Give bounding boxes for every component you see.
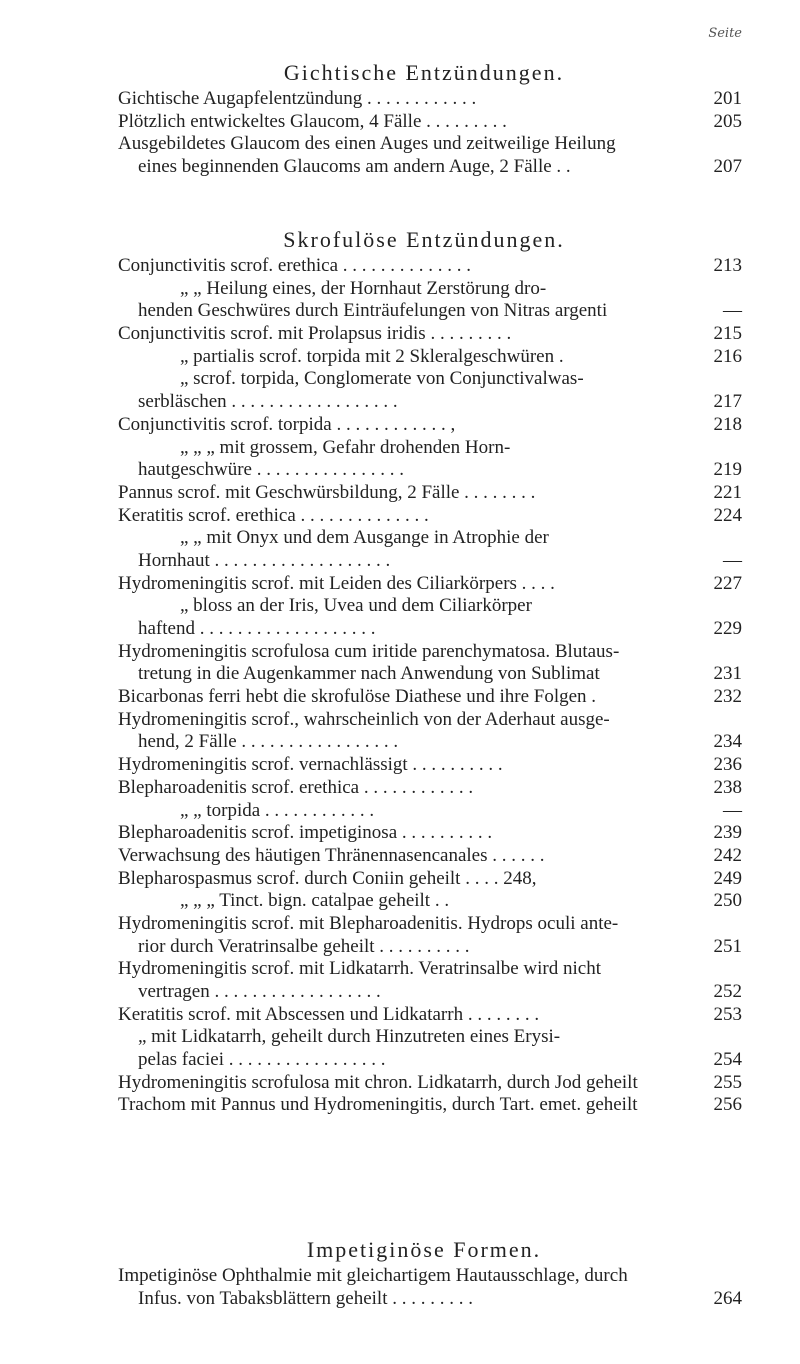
entry-text: Hydromeningitis scrofulosa cum iritide parenchymatosa. Blutaus-: [118, 640, 620, 662]
entry-text: Conjunctivitis scrof. mit Prolapsus iridis . . . . . . . . .: [118, 323, 512, 345]
toc-entry-line: [118, 618, 742, 641]
page-number: 255: [713, 1071, 742, 1093]
toc-entry: [118, 1003, 742, 1027]
toc-entry-line: [118, 504, 742, 528]
entry-text: „ bloss an der Iris, Uvea und dem Ciliarkörper: [180, 595, 532, 617]
entry-text: haftend . . . . . . . . . . . . . . . . . . .: [138, 618, 376, 639]
entry-text: hend, 2 Fälle . . . . . . . . . . . . . . . . .: [138, 731, 399, 753]
toc-entry-line: [118, 110, 742, 134]
toc-entry-line: [118, 572, 742, 596]
section-gichtische: [118, 58, 742, 179]
page-number: 256: [713, 1094, 742, 1116]
toc-entry-line: [118, 413, 742, 437]
entry-text: Conjunctivitis scrof. erethica . . . . . . . . . . . . . .: [118, 255, 472, 276]
entry-text: Blepharoadenitis scrof. erethica . . . . . . . . . . . .: [118, 776, 474, 798]
entry-text: rior durch Veratrinsalbe geheilt . . . . . . . . . .: [138, 935, 470, 957]
toc-entry-line: [118, 1094, 742, 1117]
page-number: 231: [713, 663, 742, 685]
page-number: 251: [713, 935, 742, 957]
entry-text: Pannus scrof. mit Geschwürsbildung, 2 Fälle . . . . . . . .: [118, 481, 536, 503]
entry-text: Infus. von Tabaksblättern geheilt . . . . . . . . .: [138, 1287, 473, 1309]
page-number: 219: [713, 459, 742, 481]
toc-entry-line: [118, 323, 742, 346]
toc-entry-line: [118, 1026, 730, 1049]
toc-entry-line: [118, 278, 730, 301]
toc-entry: [118, 481, 742, 505]
toc-entry-line: [118, 641, 730, 664]
page-number: 239: [713, 822, 742, 844]
toc-entry-line: [118, 822, 742, 845]
page-number: 264: [713, 1287, 742, 1309]
page-number: 215: [713, 323, 742, 345]
page-number: 234: [713, 731, 742, 753]
entry-text: Hydromeningitis scrof. vernachlässigt . . . . . . . . . .: [118, 754, 503, 776]
entry-text: Bicarbonas ferri hebt die skrofulöse Diathese und ihre Folgen .: [118, 686, 597, 708]
page-number: 249: [713, 867, 742, 889]
entry-text: Verwachsung des häutigen Thränennasencanales . . . . . .: [118, 844, 545, 866]
entry-text: Plötzlich entwickeltes Glaucom, 4 Fälle . . . . . . . . .: [118, 110, 507, 132]
toc-entry-line: [118, 391, 742, 414]
toc-entry: [118, 436, 742, 482]
toc-entry-line: [118, 1049, 742, 1072]
toc-entry: [118, 527, 742, 572]
toc-entry: [118, 345, 742, 369]
entry-text: „ „ „ mit grossem, Gefahr drohenden Horn-: [180, 436, 511, 458]
entry-text: Hydromeningitis scrofulosa mit chron. Lidkatarrh, durch Jod geheilt: [118, 1071, 638, 1093]
toc-entry-line: [118, 981, 742, 1004]
entry-text: Keratitis scrof. mit Abscessen und Lidkatarrh . . . . . . . .: [118, 1003, 540, 1025]
toc-entry-line: [118, 595, 730, 618]
toc-entry-line: [118, 459, 742, 482]
toc-entry: [118, 844, 742, 868]
toc-entry: [118, 133, 742, 178]
page-number: 224: [713, 504, 742, 526]
toc-entry: [118, 776, 742, 800]
entry-text: Hydromeningitis scrof. mit Leiden des Ciliarkörpers . . . .: [118, 572, 555, 594]
header-label: Seite: [708, 26, 742, 41]
toc-entry: [118, 504, 742, 528]
toc-entry-line: [118, 549, 742, 573]
toc-entry-line: [118, 867, 742, 891]
entry-text: eines beginnenden Glaucoms am andern Auge, 2 Fälle . .: [138, 156, 571, 178]
toc-entry-line: [118, 300, 742, 323]
page-number: 213: [713, 255, 742, 276]
page-number: 238: [713, 776, 742, 798]
toc-entry-line: [118, 709, 730, 732]
toc-entry: [118, 912, 742, 958]
toc-entry-line: [118, 731, 742, 754]
toc-entry: [118, 822, 742, 845]
entry-text: „ scrof. torpida, Conglomerate von Conjunctivalwas-: [180, 368, 584, 390]
page-number: 232: [713, 686, 742, 708]
entry-text: Gichtische Augapfelentzündung . . . . . . . . . . . .: [118, 88, 477, 109]
toc-entry-line: [118, 1287, 742, 1311]
toc-entry-line: [118, 527, 730, 550]
entry-text: Trachom mit Pannus und Hydromeningitis, durch Tart. emet. geheilt: [118, 1094, 638, 1116]
page-number: 242: [713, 844, 742, 866]
entry-text: Hydromeningitis scrof. mit Lidkatarrh. Veratrinsalbe wird nicht: [118, 958, 601, 980]
toc-entry-line: [118, 890, 742, 913]
toc-entry-line: [118, 958, 730, 981]
toc-entry: [118, 88, 742, 111]
toc-entry-line: [118, 133, 730, 156]
entry-text: „ mit Lidkatarrh, geheilt durch Hinzutreten eines Erysi-: [138, 1026, 561, 1048]
toc-entry: [118, 867, 742, 891]
toc-entry-line: [118, 663, 742, 686]
toc-entry-line: [118, 255, 742, 278]
entry-text: „ partialis scrof. torpida mit 2 Skleralgeschwüren .: [180, 345, 564, 367]
toc-entry: [118, 1026, 742, 1071]
toc-entry: [118, 958, 742, 1003]
entry-text: Blepharospasmus scrof. durch Coniin geheilt . . . . 248,: [118, 867, 537, 889]
toc-entry-line: [118, 88, 742, 111]
page-number: —: [723, 549, 742, 571]
toc-entry-line: [118, 844, 742, 868]
entry-text: serbläschen . . . . . . . . . . . . . . . . . .: [138, 391, 398, 413]
toc-entry-line: [118, 799, 742, 823]
entry-text: henden Geschwüres durch Einträufelungen von Nitras argenti: [138, 300, 608, 322]
page-number: 205: [713, 110, 742, 132]
section-impetiginoese: [118, 1235, 742, 1310]
entry-text: „ „ mit Onyx und dem Ausgange in Atrophie der: [180, 527, 549, 549]
entry-text: „ „ „ Tinct. bign. catalpae geheilt . .: [180, 890, 450, 912]
entry-text: Hornhaut . . . . . . . . . . . . . . . . . . .: [138, 549, 391, 571]
page-number: —: [723, 300, 742, 322]
section-title: Gichtische Entzündungen.: [283, 60, 565, 85]
toc-entry: [118, 1094, 742, 1117]
entry-text: Impetiginöse Ophthalmie mit gleichartigem Hautausschlage, durch: [118, 1265, 628, 1286]
toc-entry: [118, 1071, 742, 1095]
page-number: 217: [713, 391, 742, 413]
toc-entry: [118, 799, 742, 823]
toc-entry: [118, 640, 742, 686]
toc-entry-line: [118, 754, 742, 777]
entry-text: Ausgebildetes Glaucom des einen Auges und zeitweilige Heilung: [118, 133, 616, 155]
toc-entry-line: [118, 1265, 730, 1288]
entry-list: [118, 1265, 742, 1310]
entry-text: hautgeschwüre . . . . . . . . . . . . . . . .: [138, 459, 404, 481]
toc-entry-line: [118, 345, 742, 369]
toc-entry-line: [118, 481, 742, 505]
page-number: 254: [713, 1049, 742, 1071]
page-number: 250: [713, 890, 742, 912]
page-number: 216: [713, 345, 742, 367]
entry-text: Hydromeningitis scrof., wahrscheinlich von der Aderhaut ausge-: [118, 708, 610, 730]
toc-entry: [118, 413, 742, 437]
toc-entry-line: [118, 935, 742, 959]
toc-entry: [118, 890, 742, 913]
toc-entry-line: [118, 1003, 742, 1027]
toc-entry: [118, 1265, 742, 1310]
page-number: —: [723, 799, 742, 821]
toc-entry-line: [118, 368, 730, 391]
section-skrofuloese: [118, 225, 742, 1117]
page-number: 253: [713, 1003, 742, 1025]
toc-entry: [118, 110, 742, 134]
entry-text: Conjunctivitis scrof. torpida . . . . . . . . . . . . ,: [118, 413, 456, 435]
toc-entry: [118, 686, 742, 709]
page-number: 221: [713, 481, 742, 503]
entry-text: pelas faciei . . . . . . . . . . . . . . . . .: [138, 1049, 386, 1071]
toc-entry: [118, 368, 742, 413]
entry-text: „ „ torpida . . . . . . . . . . . .: [180, 799, 375, 821]
entry-text: „ „ Heilung eines, der Hornhaut Zerstörung dro-: [180, 277, 547, 299]
page-number: 201: [713, 88, 742, 109]
page-number: 218: [713, 413, 742, 435]
section-title: Impetiginöse Formen.: [306, 1237, 542, 1262]
section-title: Skrofulöse Entzündungen.: [283, 227, 565, 252]
toc-entry: [118, 595, 742, 640]
toc-entry: [118, 754, 742, 777]
toc-entry: [118, 708, 742, 754]
page-number: 229: [713, 618, 742, 639]
toc-entry-line: [118, 437, 730, 460]
entry-text: vertragen . . . . . . . . . . . . . . . . . .: [138, 981, 381, 1002]
page-number: 236: [713, 754, 742, 776]
entry-text: Blepharoadenitis scrof. impetiginosa . . . . . . . . . .: [118, 822, 493, 844]
entry-text: tretung in die Augenkammer nach Anwendung von Sublimat: [138, 663, 600, 685]
toc-entry-line: [118, 156, 742, 179]
entry-list: [118, 88, 742, 179]
toc-entry-line: [118, 913, 730, 936]
page-number: 252: [713, 981, 742, 1002]
entry-text: Keratitis scrof. erethica . . . . . . . . . . . . . .: [118, 504, 429, 526]
toc-entry: [118, 323, 742, 346]
entry-list: [118, 255, 742, 1117]
entry-text: Hydromeningitis scrof. mit Blepharoadenitis. Hydrops oculi ante-: [118, 912, 619, 934]
toc-entry-line: [118, 1071, 742, 1095]
page-number: 207: [713, 156, 742, 178]
toc-entry-line: [118, 776, 742, 800]
toc-entry: [118, 277, 742, 323]
toc-entry: [118, 255, 742, 278]
page-number: 227: [713, 572, 742, 594]
toc-entry-line: [118, 686, 742, 709]
toc-entry: [118, 572, 742, 596]
